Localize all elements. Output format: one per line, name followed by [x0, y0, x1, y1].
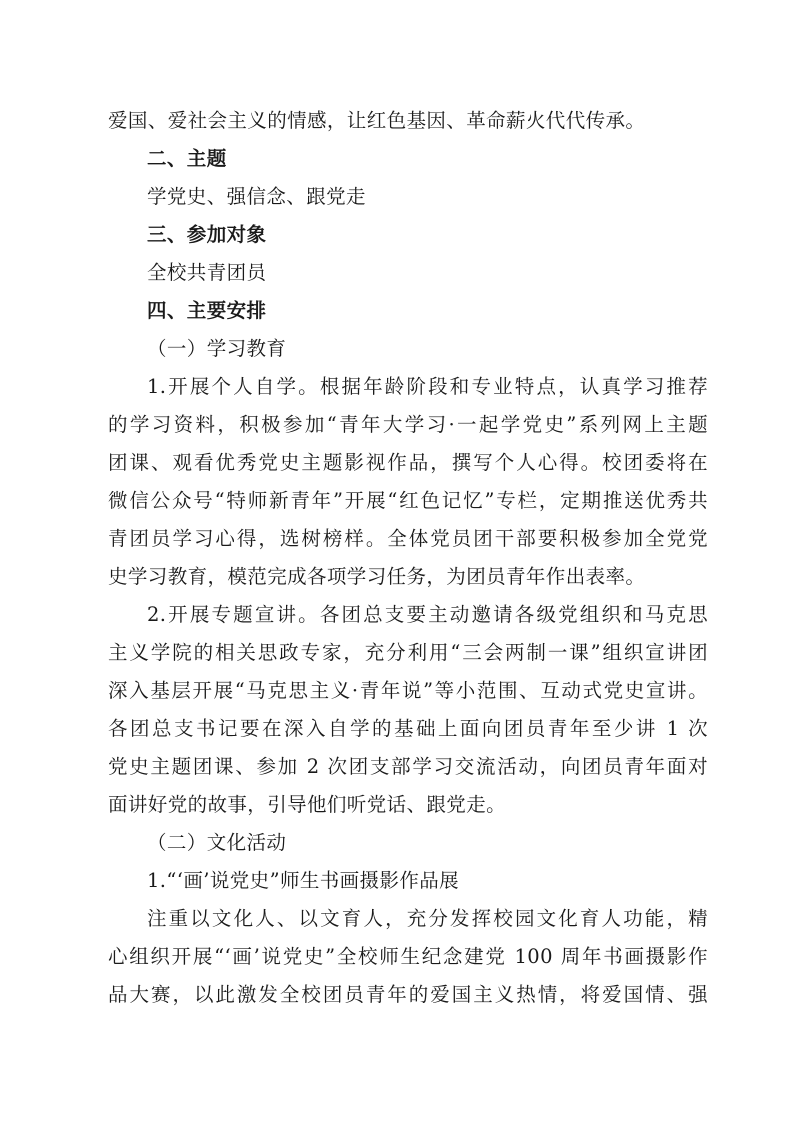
item-title-exhibition: 1.“‘画’说党史”师生书画摄影作品展 — [147, 869, 460, 892]
paragraph-line: 心组织开展“‘画’说党史”全校师生纪念建党 100 周年书画摄影作 — [108, 945, 708, 968]
heading-theme: 二、主题 — [147, 147, 227, 170]
paragraph-line: 团课、观看优秀党史主题影视作品，撰写个人心得。校团委将在 — [108, 451, 708, 474]
paragraph-line: 深入基层开展“马克思主义·青年说”等小范围、互动式党史宣讲。 — [108, 679, 708, 702]
paragraph-line: 各团总支书记要在深入自学的基础上面向团员青年至少讲 1 次 — [108, 717, 708, 740]
subheading-study: （一）学习教育 — [147, 337, 287, 360]
heading-participants: 三、参加对象 — [147, 223, 267, 246]
paragraph-line: 微信公众号“特师新青年”开展“红色记忆”专栏，定期推送优秀共 — [108, 489, 708, 512]
participants-text: 全校共青团员 — [147, 261, 267, 284]
intro-last-line: 爱国、爱社会主义的情感，让红色基因、革命薪火代代传承。 — [108, 109, 646, 132]
theme-text: 学党史、强信念、跟党走 — [147, 185, 366, 208]
paragraph-line: 注重以文化人、以文育人，充分发挥校园文化育人功能，精 — [147, 907, 708, 930]
paragraph-line: 面讲好党的故事，引导他们听党话、跟党走。 — [108, 793, 507, 816]
paragraph-line: 党史主题团课、参加 2 次团支部学习交流活动，向团员青年面对 — [108, 755, 708, 778]
subheading-culture: （二）文化活动 — [147, 831, 287, 854]
heading-arrangements: 四、主要安排 — [147, 299, 267, 322]
paragraph-line: 主义学院的相关思政专家，充分利用“三会两制一课”组织宣讲团 — [108, 641, 708, 664]
paragraph-line: 品大赛，以此激发全校团员青年的爱国主义热情，将爱国情、强 — [108, 983, 708, 1006]
paragraph-line: 1.开展个人自学。根据年龄阶段和专业特点，认真学习推荐 — [147, 375, 708, 398]
paragraph-line: 史学习教育，模范完成各项学习任务，为团员青年作出表率。 — [108, 565, 646, 588]
paragraph-line: 青团员学习心得，选树榜样。全体党员团干部要积极参加全党党 — [108, 527, 708, 550]
paragraph-line: 2.开展专题宣讲。各团总支要主动邀请各级党组织和马克思 — [147, 603, 708, 626]
paragraph-line: 的学习资料，积极参加“青年大学习·一起学党史”系列网上主题 — [108, 413, 708, 436]
